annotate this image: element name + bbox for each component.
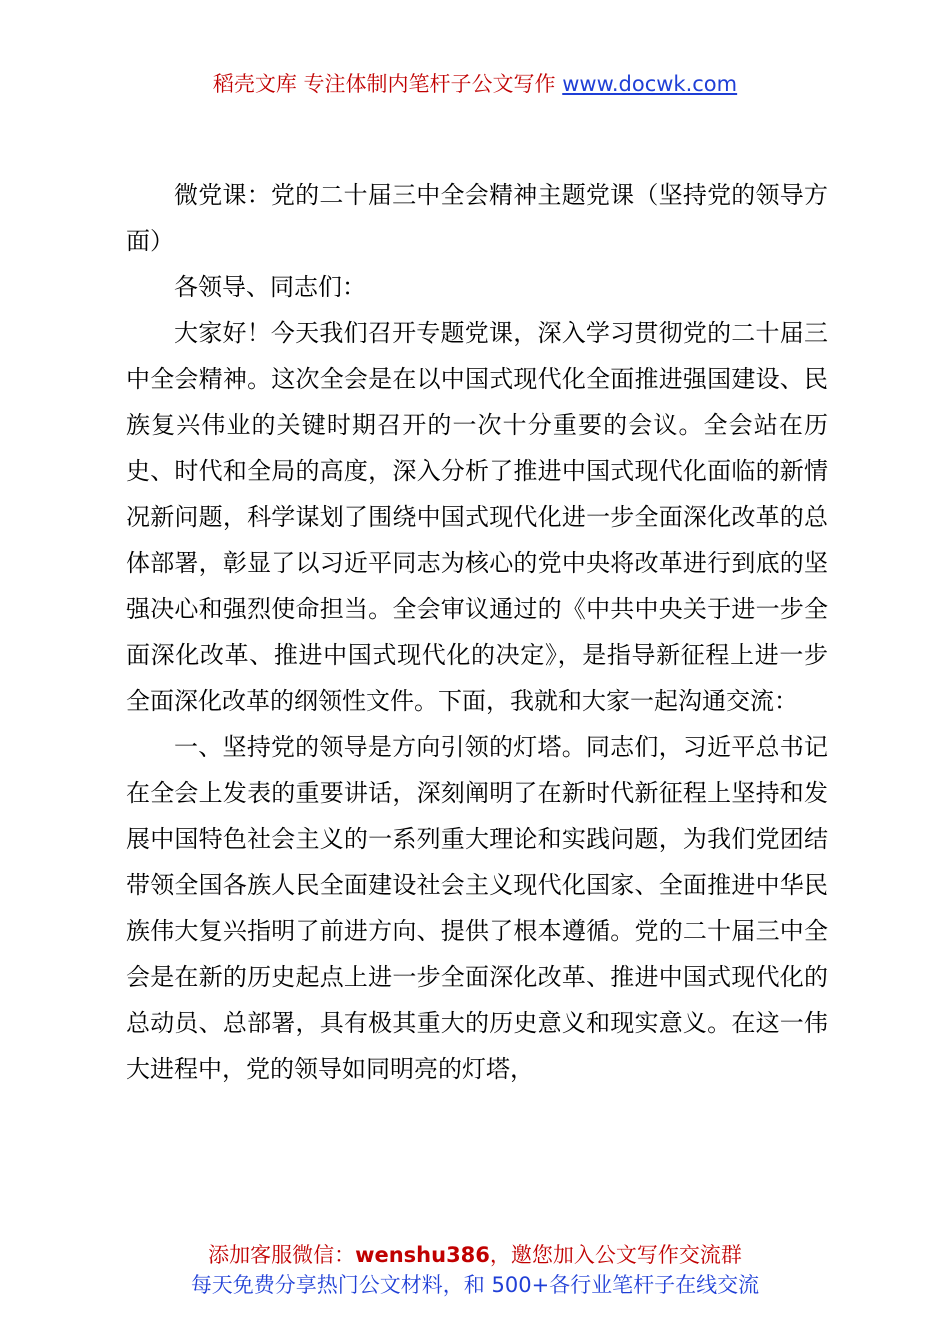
document-title: 微党课：党的二十届三中全会精神主题党课（坚持党的领导方面）	[126, 181, 828, 255]
document-body	[126, 172, 828, 1092]
page-header	[0, 70, 950, 98]
header-brand-text: 稻壳文库 专注体制内笔杆子公文写作	[212, 72, 556, 96]
paragraph-section-one: 一、坚持党的领导是方向引领的灯塔。同志们，习近平总书记在全会上发表的重要讲话，深刻阐明了在新时代新征程上坚持和发展中国特色社会主义的一系列重大理论和实践问题，为我们党团结带领全国各族人民全面建设社会主义现代化国家、全面推进中华民族伟大复兴指明了前进方向、提供了根本遵循。党的二十届三中全会是在新的历史起点上进一步全面深化改革、推进中国式现代化的总动员、总部署，具有极其重大的历史意义和现实意义。在这一伟大进程中，党的领导如同明亮的灯塔，	[126, 733, 828, 1083]
header-site-link[interactable]: www.docwk.com	[562, 72, 738, 96]
page-footer	[0, 1240, 950, 1300]
salutation: 各领导、同志们：	[174, 273, 366, 301]
footer-share-line: 每天免费分享热门公文材料，和 500+各行业笔杆子在线交流	[190, 1273, 760, 1297]
footer-line1-suffix: ，邀您加入公文写作交流群	[489, 1243, 742, 1267]
wechat-id: wenshu386	[355, 1243, 490, 1267]
footer-wechat-line	[0, 1240, 950, 1270]
footer-line1-prefix: 添加客服微信：	[208, 1243, 356, 1267]
paragraph-intro: 大家好！今天我们召开专题党课，深入学习贯彻党的二十届三中全会精神。这次全会是在以中国式现代化全面推进强国建设、民族复兴伟业的关键时期召开的一次十分重要的会议。全会站在历史、时代和全局的高度，深入分析了推进中国式现代化面临的新情况新问题，科学谋划了围绕中国式现代化进一步全面深化改革的总体部署，彰显了以习近平同志为核心的党中央将改革进行到底的坚强决心和强烈使命担当。全会审议通过的《中共中央关于进一步全面深化改革、推进中国式现代化的决定》，是指导新征程上进一步全面深化改革的纲领性文件。下面，我就和大家一起沟通交流：	[126, 319, 828, 715]
